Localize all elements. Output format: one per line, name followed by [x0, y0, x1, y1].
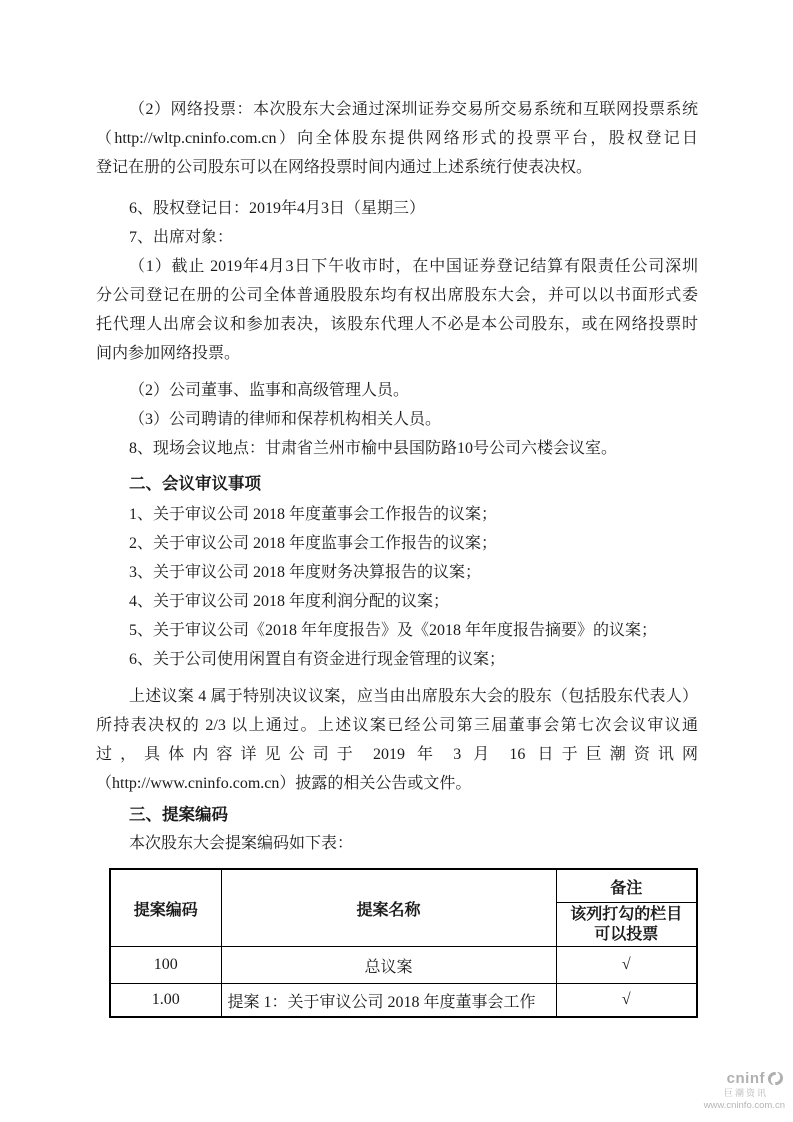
text-line: 6、关于公司使用闲置自有资金进行现金管理的议案；	[129, 651, 506, 668]
column-header-remark: 备注	[556, 869, 697, 903]
proposal-code-cell: 100	[110, 947, 221, 984]
cninfo-watermark	[704, 1070, 785, 1111]
proposal-table-body	[110, 947, 697, 1018]
proposal-table-row	[110, 947, 697, 984]
proposal-name-cell: 提案 1：关于审议公司 2018 年度董事会工作	[221, 984, 556, 1018]
proposal-name-cell: 总议案	[221, 947, 556, 984]
text-line: （2）公司董事、监事和高级管理人员。	[129, 382, 410, 399]
column-header-proposal-code: 提案编码	[110, 869, 221, 947]
text-line: 所持表决权的 2/3 以上通过。上述议案已经公司第三届董事会第七次会议审议通	[96, 717, 698, 734]
text-line: 5、关于审议公司《2018 年年度报告》及《2018 年年度报告摘要》的议案；	[129, 622, 658, 639]
proposal-table-row	[110, 984, 697, 1018]
column-header-remark-subnote: 该列打勾的栏目可以投票	[556, 903, 697, 947]
cninfo-brand-text: cninf	[726, 1069, 765, 1087]
text-line: 登记在册的公司股东可以在网络投票时间内通过上述系统行使表决权。	[96, 159, 593, 176]
text-line: 6、股权登记日：2019年4月3日（星期三）	[129, 200, 426, 217]
text-line: 1、关于审议公司 2018 年度董事会工作报告的议案；	[129, 506, 498, 523]
text-line: （1）截止 2019年4月3日下午收市时，在中国证券登记结算有限责任公司深圳	[129, 258, 698, 275]
text-line: （http://www.cninfo.com.cn）披露的相关公告或文件。	[96, 775, 472, 792]
text-line: 托代理人出席会议和参加表决，该股东代理人不必是本公司股东，或在网络投票时	[96, 316, 698, 333]
section-heading: 三、提案编码	[129, 805, 228, 824]
document-body	[96, 95, 698, 1018]
text-line: 间内参加网络投票。	[96, 345, 241, 362]
proposal-table-header	[110, 869, 697, 947]
text-line: 7、出席对象：	[129, 229, 234, 246]
text-line: （2）网络投票：本次股东大会通过深圳证券交易所交易系统和互联网投票系统	[129, 101, 698, 118]
proposal-code-cell: 1.00	[110, 984, 221, 1018]
text-line: 8、现场会议地点：甘肃省兰州市榆中县国防路10号公司六楼会议室。	[129, 440, 618, 457]
text-line: 本次股东大会提案编码如下表：	[129, 835, 354, 852]
text-line: 3、关于审议公司 2018 年度财务决算报告的议案；	[129, 564, 482, 581]
text-line: 分公司登记在册的公司全体普通股股东均有权出席股东大会，并可以以书面形式委	[96, 287, 698, 304]
proposal-code-table	[109, 868, 698, 1018]
column-header-proposal-name: 提案名称	[221, 869, 556, 947]
cninfo-watermark-brand-row	[704, 1070, 785, 1087]
cninfo-logo-icon	[766, 1070, 785, 1087]
cninfo-url-text: www.cninfo.com.cn	[703, 1099, 785, 1111]
paragraphs-container	[96, 95, 698, 858]
text-line: 过，具体内容详见公司于 2019 年 3 月 16 日于巨潮资讯网	[96, 746, 698, 763]
text-line: （http://wltp.cninfo.com.cn）向全体股东提供网络形式的投票平台，股权登记日	[96, 130, 698, 147]
text-line: 2、关于审议公司 2018 年度监事会工作报告的议案；	[129, 535, 498, 552]
section-heading: 二、会议审议事项	[129, 474, 261, 493]
text-line: （3）公司聘请的律师和保荐机构相关人员。	[129, 411, 442, 428]
vote-checkmark-cell: √	[556, 947, 697, 984]
text-line: 4、关于审议公司 2018 年度利润分配的议案；	[129, 593, 450, 610]
vote-checkmark-cell: √	[556, 984, 697, 1018]
cninfo-chinese-name: 巨潮资讯	[723, 1087, 768, 1098]
text-line: 上述议案 4 属于特别决议议案，应当由出席股东大会的股东（包括股东代表人）	[129, 688, 698, 705]
